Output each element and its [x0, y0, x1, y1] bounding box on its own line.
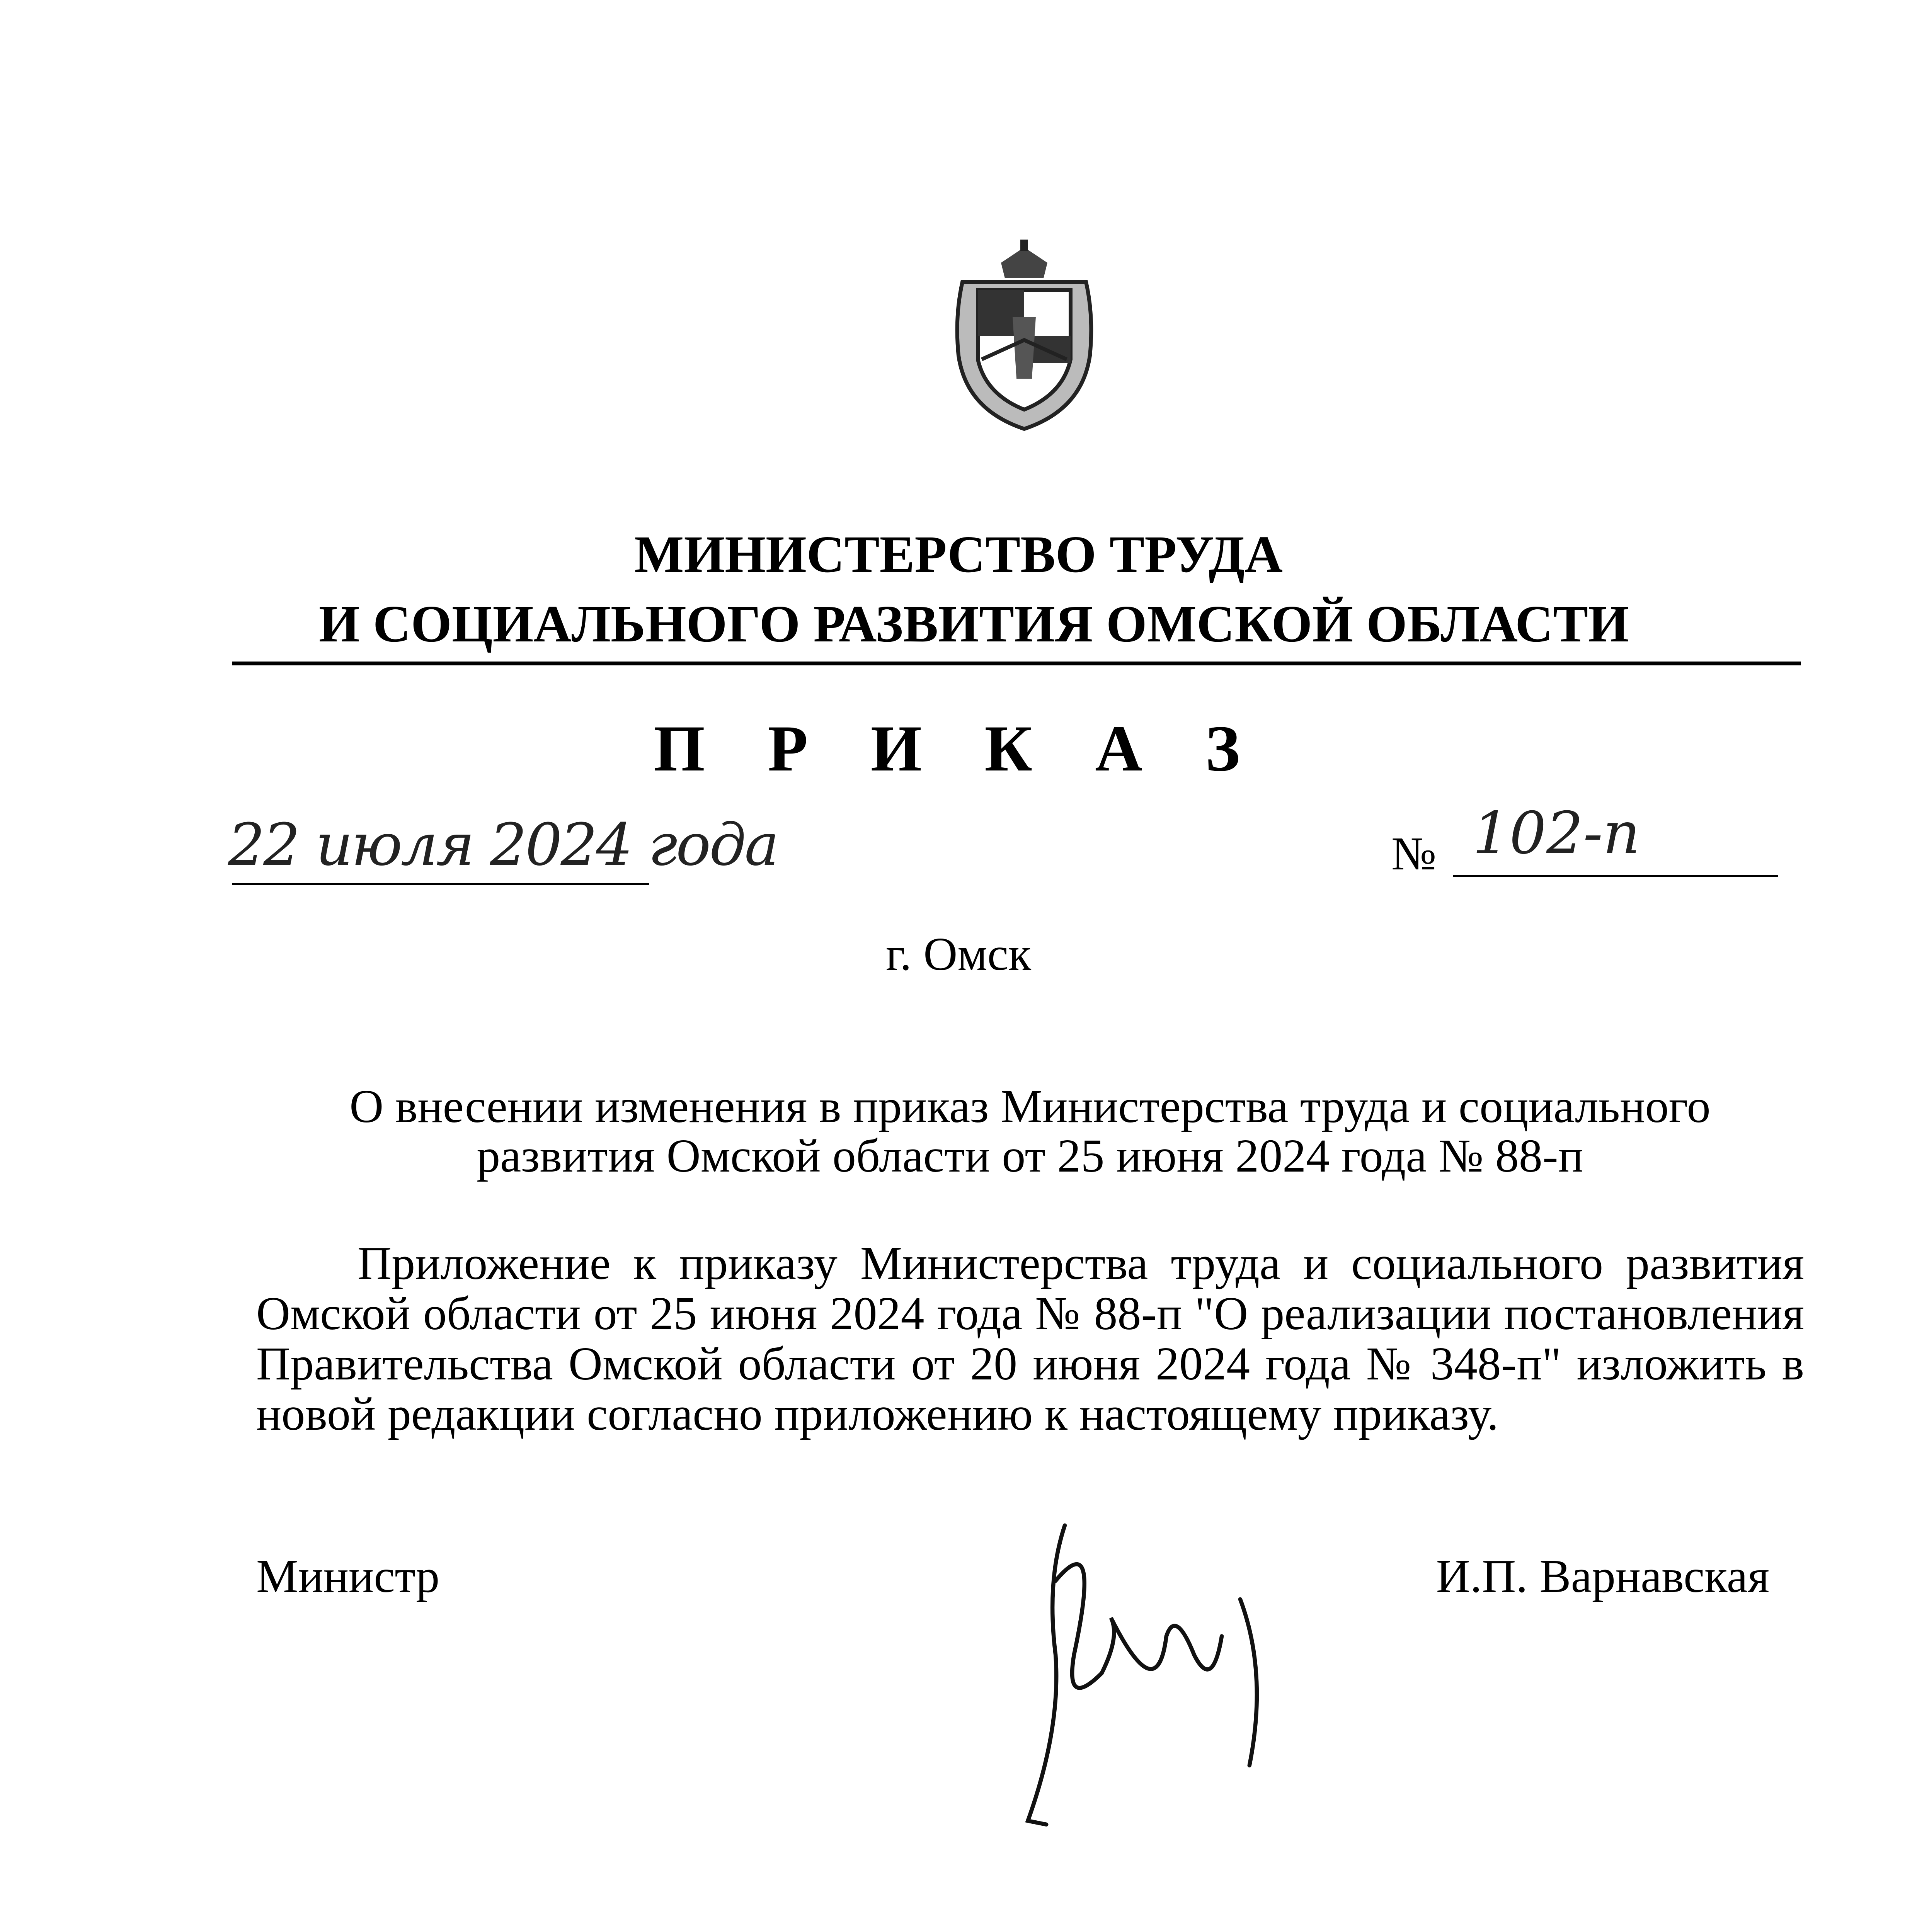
header-rule [232, 662, 1801, 665]
order-body: Приложение к приказу Министерства труда и социального развития Омской области от 25 июня 2024 года № 88-п "О реализации постановления Правительства Омской области от 20 июня 2024 года № 348-п" изложить в новой редакции согласно приложению к настоящему приказу. [256, 1237, 1804, 1440]
document-type-heading: П Р И К А З [654, 712, 1263, 785]
ministry-title-line2: И СОЦИАЛЬНОГО РАЗВИТИЯ ОМСКОЙ ОБЛАСТИ [319, 595, 1629, 653]
ministry-title-line1: МИНИСТЕРСТВО ТРУДА [634, 526, 1283, 583]
number-underline [1453, 875, 1778, 877]
city: г. Омск [885, 928, 1031, 980]
coat-of-arms-icon [943, 240, 1105, 433]
handwritten-number: 102-п [1473, 800, 1640, 867]
handwritten-signature [989, 1507, 1306, 1839]
handwritten-date: 22 июля 2024 года [228, 811, 778, 879]
number-label: № [1391, 828, 1437, 880]
signatory-name: И.П. Варнавская [1436, 1550, 1769, 1602]
date-underline [232, 883, 649, 885]
order-subject: О внесении изменения в приказ Министерства труда и социального развития Омской области от 25 июня 2024 года № 88-п [349, 1080, 1711, 1182]
signatory-position: Министр [256, 1550, 440, 1602]
